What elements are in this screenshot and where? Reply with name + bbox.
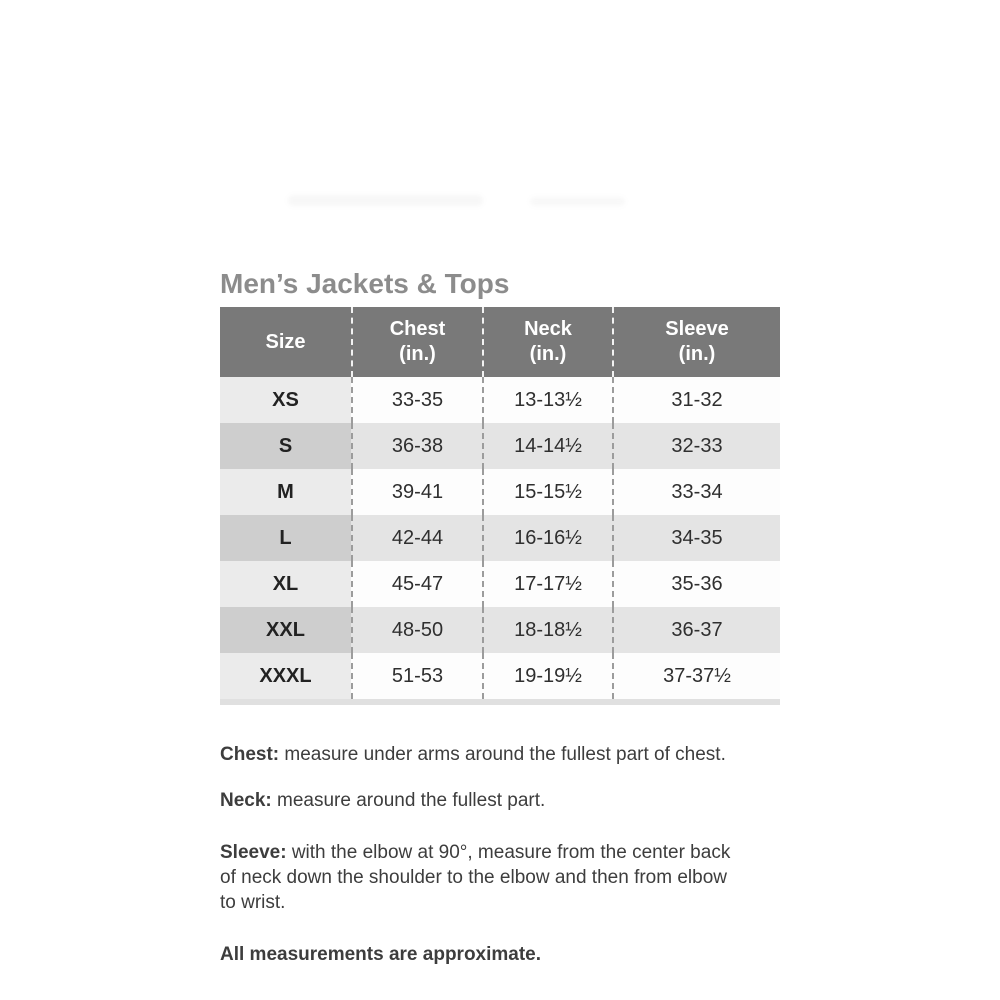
table-header-row xyxy=(220,307,780,377)
sleeve-cell: 31-32 xyxy=(612,377,780,423)
page-title: Men’s Jackets & Tops xyxy=(220,267,510,299)
size-chart-table xyxy=(220,307,780,705)
column-header-unit: (in.) xyxy=(529,343,567,365)
note-footer: All measurements are approximate. xyxy=(220,944,542,965)
chest-cell: 48-50 xyxy=(351,607,482,653)
artifact-smudge xyxy=(530,197,625,206)
chest-cell: 36-38 xyxy=(351,423,482,469)
sleeve-cell: 35-36 xyxy=(612,561,780,607)
size-cell: L xyxy=(220,515,351,561)
table-row-s xyxy=(220,423,780,469)
table-row-xl xyxy=(220,561,780,607)
neck-cell: 16-16½ xyxy=(482,515,612,561)
size-cell: XXL xyxy=(220,607,351,653)
size-cell: XS xyxy=(220,377,351,423)
note-neck-label: Neck: xyxy=(220,790,272,811)
neck-cell: 14-14½ xyxy=(482,423,612,469)
sleeve-cell: 32-33 xyxy=(612,423,780,469)
neck-cell: 17-17½ xyxy=(482,561,612,607)
size-cell: S xyxy=(220,423,351,469)
chest-cell: 51-53 xyxy=(351,653,482,699)
column-header-neck xyxy=(482,307,612,377)
sleeve-cell: 34-35 xyxy=(612,515,780,561)
size-cell: XXXL xyxy=(220,653,351,699)
neck-cell: 13-13½ xyxy=(482,377,612,423)
column-header-size xyxy=(220,307,351,377)
note-chest-label: Chest: xyxy=(220,744,280,765)
neck-cell: 15-15½ xyxy=(482,469,612,515)
chest-cell: 42-44 xyxy=(351,515,482,561)
size-cell: XL xyxy=(220,561,351,607)
neck-cell: 19-19½ xyxy=(482,653,612,699)
size-cell: M xyxy=(220,469,351,515)
note-neck xyxy=(220,788,545,813)
neck-cell: 18-18½ xyxy=(482,607,612,653)
note-chest-text: measure under arms around the fullest part of chest. xyxy=(284,744,726,765)
note-sleeve xyxy=(220,840,730,915)
column-header-sleeve xyxy=(612,307,780,377)
sleeve-cell: 37-37½ xyxy=(612,653,780,699)
chest-cell: 33-35 xyxy=(351,377,482,423)
table-row-xxxl xyxy=(220,653,780,699)
artifact-smudge xyxy=(288,195,483,206)
sleeve-cell: 33-34 xyxy=(612,469,780,515)
column-header-label: Sleeve xyxy=(665,318,729,340)
table-row-xxl xyxy=(220,607,780,653)
note-sleeve-label: Sleeve: xyxy=(220,842,287,863)
table-row-l xyxy=(220,515,780,561)
note-chest xyxy=(220,742,726,767)
column-header-unit: (in.) xyxy=(399,343,436,365)
note-sleeve-line2: of neck down the shoulder to the elbow and then from elbow xyxy=(220,867,727,888)
note-neck-text: measure around the fullest part. xyxy=(277,790,546,811)
column-header-label: Chest xyxy=(389,318,446,340)
table-row-m xyxy=(220,469,780,515)
note-sleeve-line1: with the elbow at 90°, measure from the center back xyxy=(291,842,731,863)
column-header-label: Neck xyxy=(524,318,572,340)
table-row-xs xyxy=(220,377,780,423)
column-header-chest xyxy=(351,307,482,377)
note-sleeve-line3: to wrist. xyxy=(220,892,286,913)
sleeve-cell: 36-37 xyxy=(612,607,780,653)
chest-cell: 39-41 xyxy=(351,469,482,515)
column-header-label: Size xyxy=(265,330,306,353)
chest-cell: 45-47 xyxy=(351,561,482,607)
column-header-unit: (in.) xyxy=(678,343,716,365)
